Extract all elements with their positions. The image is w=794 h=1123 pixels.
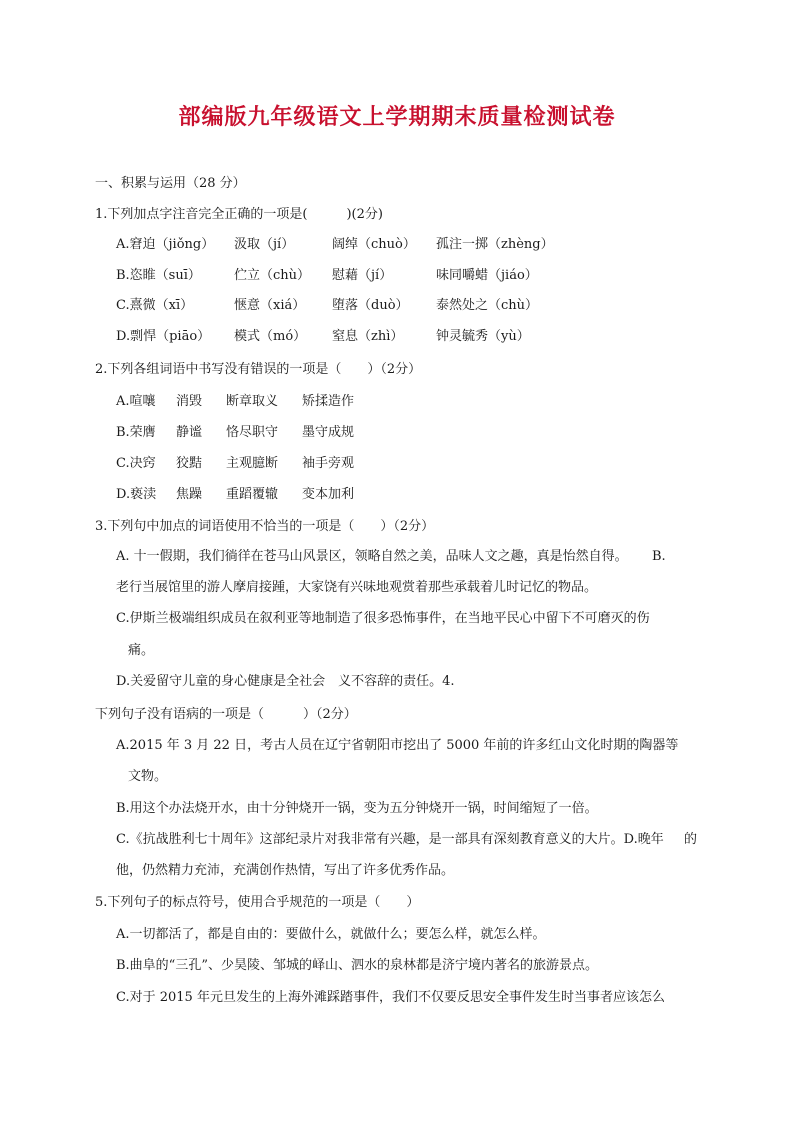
option-cell: 重蹈覆辙 [226, 487, 279, 502]
question-3-option-c-line1: C.伊斯兰极端组织成员在叙利亚等地制造了很多恐怖事件，在当地平民心中留下不可磨灭的伤 [116, 611, 650, 626]
question-3-option-b: 老行当展馆里的游人摩肩接踵，大家饶有兴味地观赏着那些承载着儿时记忆的物品。 [116, 580, 598, 595]
question-4-option-c-line2: 他，仍然精力充沛，充满创作热情，写出了许多优秀作品。 [116, 863, 455, 878]
option-cell: D.亵渎 [116, 487, 157, 502]
option-cell: 味同嚼蜡（jiáo） [436, 268, 538, 283]
option-cell: B.荣膺 [116, 425, 156, 440]
option-cell: 汲取（jí） [234, 237, 295, 252]
question-3-option-d: D.关爱留守儿童的身心健康是全社会 义不容辞的责任。4. [116, 674, 455, 689]
option-cell: B.恣睢（suī） [116, 268, 201, 283]
question-3-option-a: A. 十一假期，我们徜徉在苍马山风景区，领略自然之美，品味人文之趣，真是怡然自得。 [116, 549, 628, 564]
option-cell: 断章取义 [226, 394, 279, 409]
option-cell: 窒息（zhì） [332, 329, 404, 344]
question-5-option-a: A.一切都活了，都是自由的：要做什么，就做什么；要怎么样，就怎么样。 [116, 927, 546, 942]
question-4-option-b: B.用这个办法烧开水，由十分钟烧开一锅，变为五分钟烧开一锅，时间缩短了一倍。 [116, 801, 598, 816]
page-title: 部编版九年级语文上学期期末质量检测试卷 [178, 105, 616, 130]
option-cell: 变本加利 [302, 487, 355, 502]
option-cell: 钟灵毓秀（yù） [436, 329, 530, 344]
question-4-option-a-line1: A.2015 年 3 月 22 日，考古人员在辽宁省朝阳市挖出了 5000 年前的许多红山文化时期的陶器等 [116, 738, 679, 753]
option-cell: 孤注一掷（zhèng） [436, 237, 554, 252]
question-3-option-b-label: B. [652, 549, 666, 564]
option-cell: 伫立（chù） [234, 268, 311, 283]
option-cell: 静谧 [176, 425, 203, 440]
option-cell: 惬意（xiá） [234, 298, 306, 313]
question-1-stem: 1.下列加点字注音完全正确的一项是( )(2分) [95, 207, 383, 222]
option-cell: 慰藉（jí） [332, 268, 393, 283]
option-cell: C.决窍 [116, 456, 156, 471]
question-4-option-c-tail: 的 [684, 832, 698, 847]
option-cell: 模式（mó） [234, 329, 307, 344]
question-5-stem: 5.下列句子的标点符号，使用合乎规范的一项是（ ） [95, 895, 420, 910]
option-cell: C.熹微（xī） [116, 298, 194, 313]
question-4-stem: 下列句子没有语病的一项是（ ）（2分） [95, 707, 357, 722]
option-cell: 泰然处之（chù） [436, 298, 539, 313]
question-5-option-b: B.曲阜的“三孔”、少昊陵、邹城的峄山、泗水的泉林都是济宁境内著名的旅游景点。 [116, 958, 598, 973]
question-3-option-c-line2: 痛。 [128, 643, 155, 658]
question-5-option-c: C.对于 2015 年元旦发生的上海外滩踩踏事件，我们不仅要反思安全事件发生时当事者应该怎么 [116, 990, 665, 1005]
option-cell: 主观臆断 [226, 456, 279, 471]
question-4-option-c-line1: C.《抗战胜利七十周年》这部纪录片对我非常有兴趣，是一部具有深刻教育意义的大片。D.晚年 [116, 832, 664, 847]
question-2-stem: 2.下列各组词语中书写没有错误的一项是（ ）（2分） [95, 362, 422, 377]
option-cell: A.喧嚷 [116, 394, 156, 409]
option-cell: A.窘迫（jiǒng） [116, 237, 215, 252]
option-cell: 焦躁 [176, 487, 203, 502]
option-cell: 阔绰（chuò） [332, 237, 416, 252]
section-heading: 一、积累与运用（28 分） [95, 176, 246, 191]
option-cell: 狡黠 [176, 456, 203, 471]
option-cell: 袖手旁观 [302, 456, 355, 471]
option-cell: 消毁 [176, 394, 203, 409]
option-cell: 矫揉造作 [302, 394, 355, 409]
question-3-stem: 3.下列句中加点的词语使用不恰当的一项是（ ）（2分） [95, 519, 435, 534]
option-cell: 恪尽职守 [226, 425, 279, 440]
option-cell: 堕落（duò） [332, 298, 409, 313]
option-cell: 墨守成规 [302, 425, 355, 440]
option-cell: D.剽悍（piāo） [116, 329, 211, 344]
question-4-option-a-line2: 文物。 [128, 769, 168, 784]
